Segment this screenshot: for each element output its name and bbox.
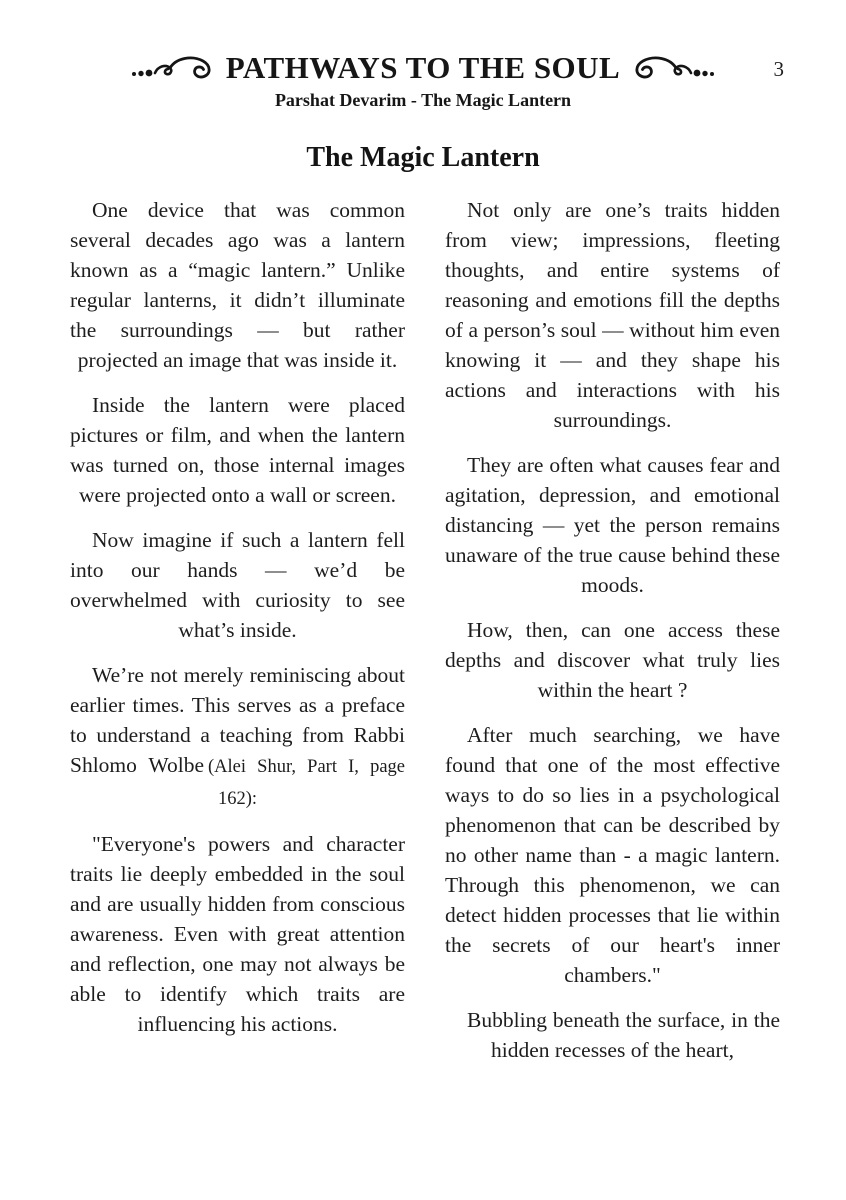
- two-column-body: [0, 195, 846, 1080]
- paragraph: [70, 660, 405, 814]
- page-header: [0, 0, 846, 111]
- paragraph-text: How, then, can one access these depths and discover what truly lies within the heart ?: [445, 618, 780, 702]
- page-number: 3: [773, 57, 784, 81]
- paragraph: [445, 720, 780, 990]
- paragraph: [445, 615, 780, 705]
- paragraph: [70, 195, 405, 375]
- header-title-line: [0, 50, 846, 86]
- paragraph-text: They are often what causes fear and agitation, depression, and emotional distancing — yet the person remains unaware of the true cause behind these moods.: [445, 453, 780, 597]
- article-title: The Magic Lantern: [306, 142, 540, 173]
- paragraph: [70, 390, 405, 510]
- book-title: PATHWAYS TO THE SOUL: [225, 50, 621, 85]
- page-subtitle: Parshat Devarim - The Magic Lantern: [274, 90, 572, 110]
- paragraph: [70, 829, 405, 1039]
- left-column: [70, 195, 405, 1080]
- paragraph-text: Bubbling beneath the surface, in the hidden recesses of the heart,: [467, 1008, 780, 1062]
- paragraph: [445, 1005, 780, 1065]
- paragraph-text: Not only are one’s traits hidden from view; impressions, fleeting thoughts, and entire systems of reasoning and emotions fill the depths of a person’s soul — without him even knowing it — and they shape his actions and interactions with his surroundings.: [445, 198, 780, 432]
- source-citation: (Alei Shur, Part I, page 162):: [208, 757, 405, 809]
- paragraph-text: "Everyone's powers and character traits lie deeply embedded in the soul and are usually hidden from conscious awareness. Even with great attention and reflection, one may not always be able to identify which traits are influencing his actions.: [70, 832, 405, 1036]
- paragraph: [445, 450, 780, 600]
- flourish-right-icon: [628, 53, 716, 83]
- paragraph-text: We’re not merely reminiscing about earlier times. This serves as a preface to understand a teaching from Rabbi Shlomo Wolbe: [70, 663, 405, 777]
- right-column: [445, 195, 780, 1080]
- paragraph: [70, 525, 405, 645]
- paragraph-text: After much searching, we have found that one of the most effective ways to do so lies in a psychological phenomenon that can be described by no other name than - a magic lantern. Through this phenomenon, we can detect hidden processes that lie within the secrets of our heart's inner chambers.": [445, 723, 780, 987]
- flourish-left-icon: [130, 53, 218, 83]
- paragraph-text: Now imagine if such a lantern fell into our hands — we’d be overwhelmed with curiosity to see what’s inside.: [70, 528, 405, 642]
- paragraph-text: One device that was common several decades ago was a lantern known as a “magic lantern.” Unlike regular lanterns, it didn’t illuminate the surroundings — but rather projected an image that was inside it.: [70, 198, 405, 372]
- paragraph: [445, 195, 780, 435]
- paragraph-text: Inside the lantern were placed pictures or film, and when the lantern was turned on, those internal images were projected onto a wall or screen.: [70, 393, 405, 507]
